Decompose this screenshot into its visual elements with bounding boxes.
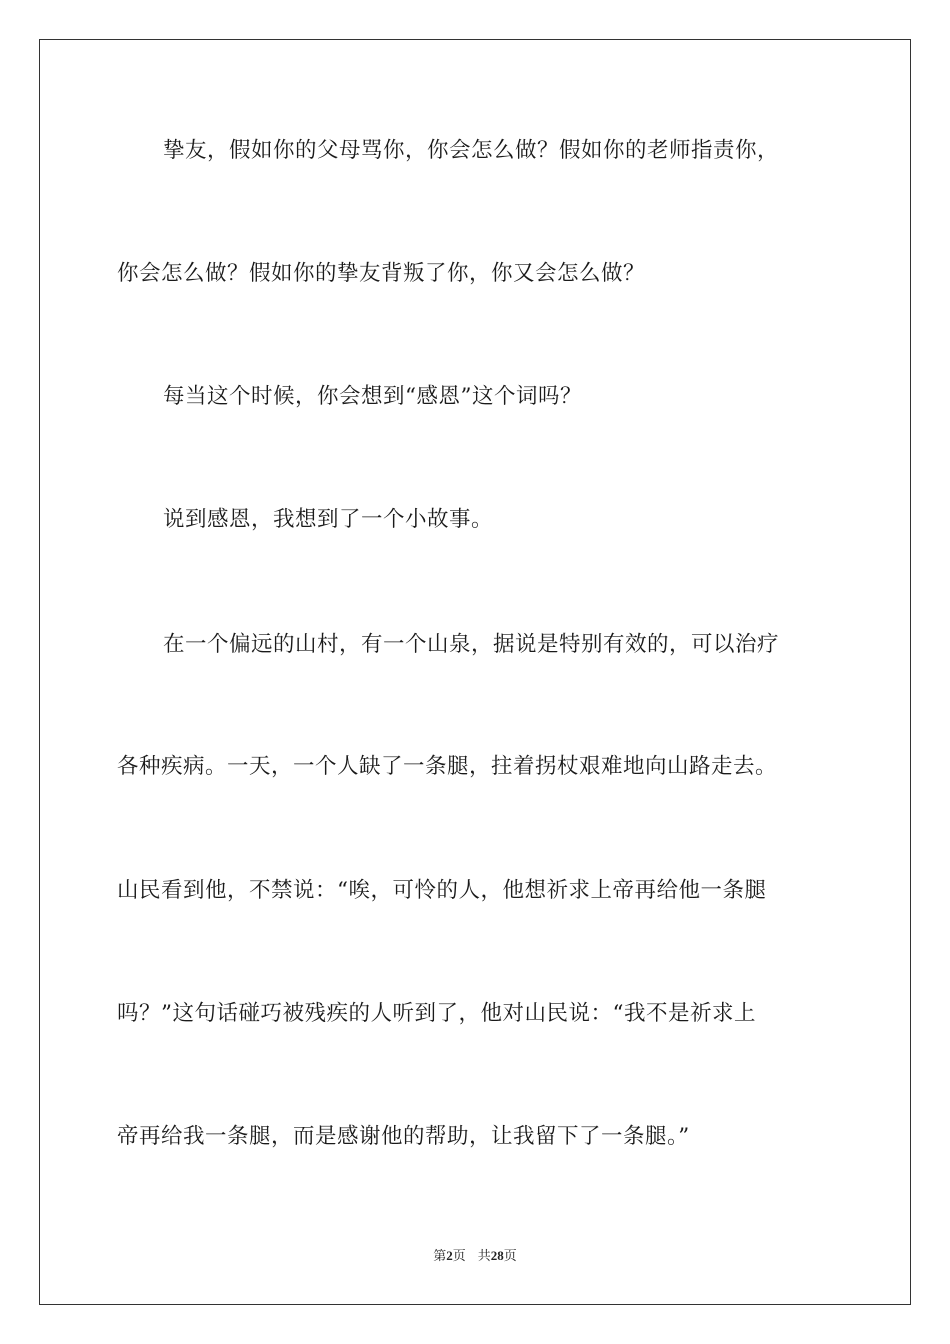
page-footer <box>0 1246 950 1266</box>
footer-total-suffix: 页 <box>503 1248 517 1263</box>
footer-total-pages: 28 <box>490 1248 504 1263</box>
page-border <box>39 39 911 1305</box>
footer-page-suffix: 页 <box>452 1248 466 1263</box>
paragraph-line-6: 各种疾病。一天，一个人缺了一条腿，拄着拐杖艰难地向山路走去。 <box>117 754 778 779</box>
paragraph-line-3: 每当这个时候，你会想到“感恩”这个词吗？ <box>163 384 582 409</box>
paragraph-line-7: 山民看到他，不禁说：“唉，可怜的人，他想祈求上帝再给他一条腿 <box>117 878 767 903</box>
footer-page-prefix: 第 <box>433 1248 447 1263</box>
paragraph-line-8: 吗？”这句话碰巧被残疾的人听到了，他对山民说：“我不是祈求上 <box>117 1001 756 1026</box>
footer-page-number: 2 <box>446 1248 453 1263</box>
paragraph-line-2: 你会怎么做？假如你的挚友背叛了你，你又会怎么做？ <box>117 261 646 286</box>
paragraph-line-9: 帝再给我一条腿，而是感谢他的帮助，让我留下了一条腿。” <box>117 1124 690 1149</box>
footer-total-prefix: 共 <box>477 1248 491 1263</box>
paragraph-line-4: 说到感恩，我想到了一个小故事。 <box>163 507 494 532</box>
paragraph-line-5: 在一个偏远的山村，有一个山泉，据说是特别有效的，可以治疗 <box>163 632 780 657</box>
paragraph-line-1: 挚友，假如你的父母骂你，你会怎么做？假如你的老师指责你， <box>163 138 780 163</box>
